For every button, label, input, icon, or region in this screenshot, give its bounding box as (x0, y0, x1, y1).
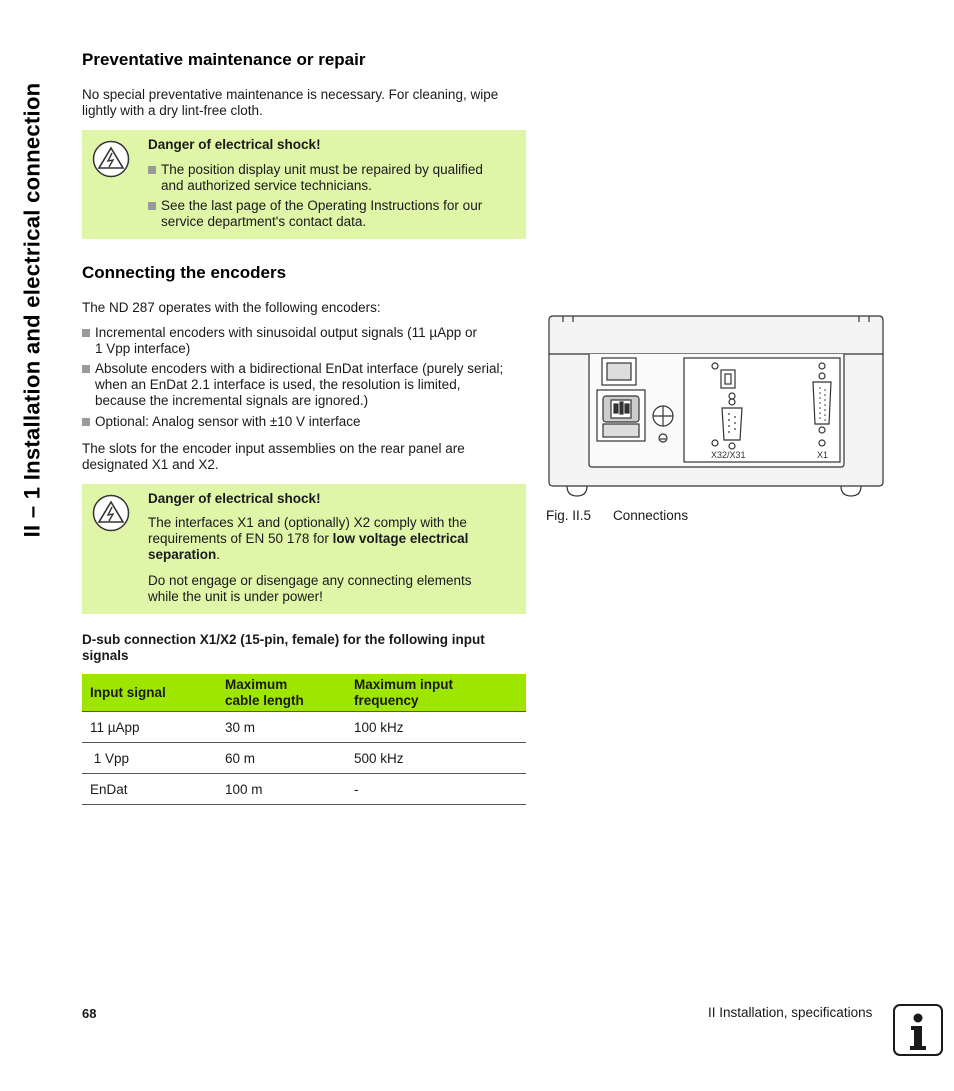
input-signal-table (82, 674, 526, 805)
info-icon (893, 1004, 943, 1056)
heading-preventative-maintenance: Preventative maintenance or repair (82, 50, 366, 69)
encoders-intro: The ND 287 operates with the following encoders: (82, 300, 381, 315)
table-header-input-frequency: Maximum input frequency (346, 674, 526, 712)
table-caption: D-sub connection X1/X2 (15-pin, female) for the following input signals (82, 632, 485, 663)
table-cell: 100 m (217, 774, 346, 805)
footer-section-title: II Installation, specifications (708, 1005, 873, 1020)
table-row (82, 774, 526, 805)
table-row (82, 743, 526, 774)
connector-label-x1: X1 (817, 450, 829, 460)
heading-connecting-encoders: Connecting the encoders (82, 263, 287, 282)
table-cell: 100 kHz (346, 712, 526, 743)
table-cell: EnDat (82, 774, 217, 805)
warning-box-interfaces (82, 484, 526, 614)
figure-caption: Fig. II.5 Connections (546, 508, 689, 523)
maintenance-paragraph: No special preventative maintenance is necessary. For cleaning, wipe lightly with a dry lint-free cloth. (82, 87, 499, 118)
rear-panel-figure (545, 314, 887, 500)
connector-label-x32-x31: X32/X31 (711, 450, 746, 460)
chapter-side-title: II – 1 Installation and electrical connection (19, 82, 44, 538)
electrical-shock-warning-icon (92, 494, 130, 532)
warning-paragraph-interfaces: The interfaces X1 and (optionally) X2 comply with the requirements of EN 50 178 for low voltage electrical separation. (148, 515, 469, 562)
table-cell: 500 kHz (346, 743, 526, 774)
warning-paragraph-power: Do not engage or disengage any connecting elements while the unit is under power! (148, 573, 472, 604)
warning-box-repair: Danger of electrical shock! The position display unit must be repaired by qualified and authorized service technicians. See the last page of the Operating Instructions for our service department's contact data. (82, 130, 526, 239)
table-cell: - (346, 774, 526, 805)
table-cell: 60 m (217, 743, 346, 774)
table-cell: 11 µApp (82, 712, 217, 743)
page-number: 68 (82, 1006, 97, 1021)
table-header-cable-length: Maximum cable length (217, 674, 346, 712)
warning-title: Danger of electrical shock! (148, 137, 321, 152)
table-row (82, 712, 526, 743)
table-header-input-signal: Input signal (82, 674, 217, 712)
warning-title: Danger of electrical shock! (148, 491, 321, 506)
table-cell: 30 m (217, 712, 346, 743)
table-cell: 1 Vpp (82, 743, 217, 774)
slots-paragraph: The slots for the encoder input assemblies on the rear panel are designated X1 and X2. (82, 441, 465, 472)
electrical-shock-warning-icon (92, 140, 130, 178)
